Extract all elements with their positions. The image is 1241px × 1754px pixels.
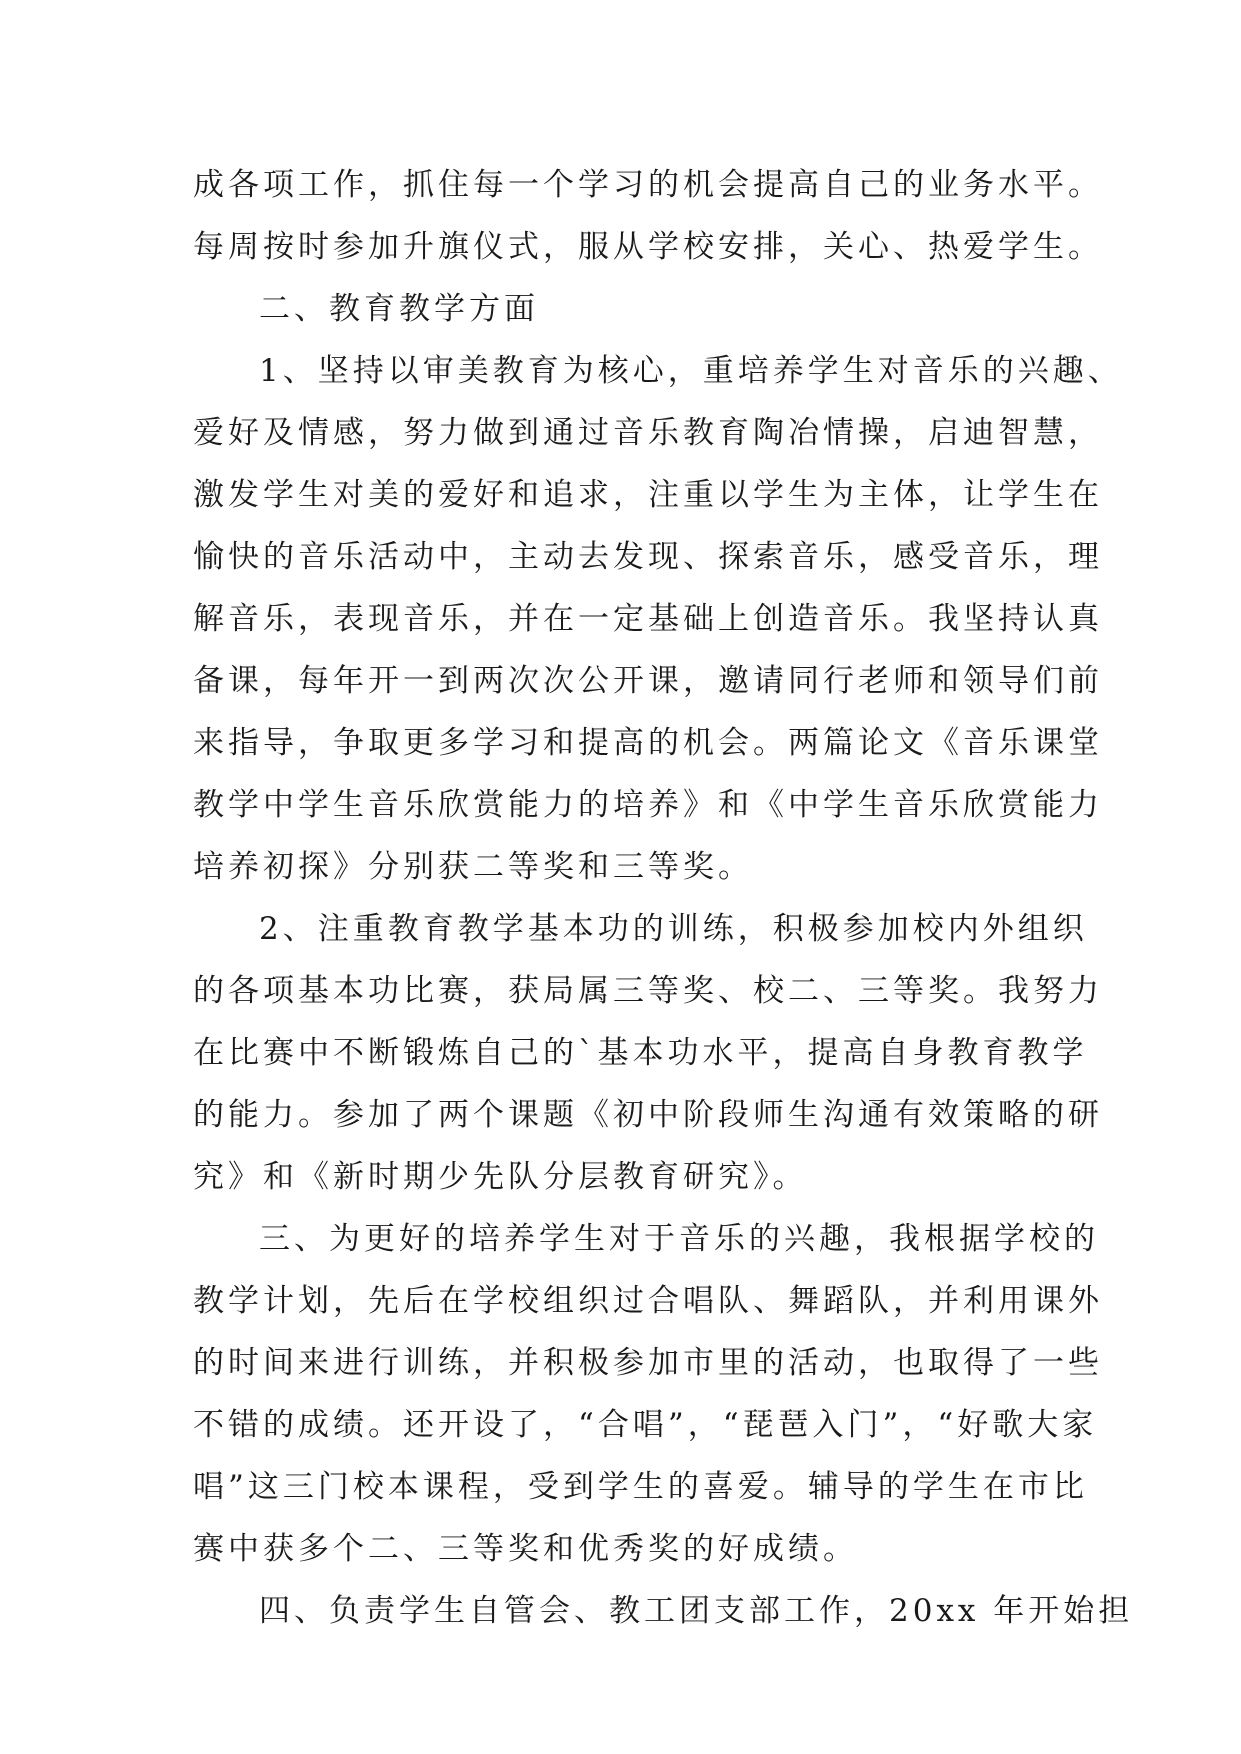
text-line: 三、为更好的培养学生对于音乐的兴趣，我根据学校的: [259, 1221, 1099, 1257]
text-line: 愉快的音乐活动中，主动去发现、探索音乐，感受音乐，理: [193, 539, 1103, 575]
text-line: 每周按时参加升旗仪式，服从学校安排，关心、热爱学生。: [193, 229, 1103, 265]
text-line: 究》和《新时期少先队分层教育研究》。: [193, 1159, 808, 1195]
body-text: [193, 154, 1134, 1642]
section-heading: 二、教育教学方面: [259, 291, 539, 327]
text-line: 备课，每年开一到两次次公开课，邀请同行老师和领导们前: [193, 663, 1103, 699]
text-line: 1、坚持以审美教育为核心，重培养学生对音乐的兴趣、: [259, 353, 1123, 389]
text-line: 爱好及情感，努力做到通过音乐教育陶冶情操，启迪智慧，: [193, 415, 1103, 451]
text-line: 不错的成绩。还开设了，“合唱”，“琵琶入门”，“好歌大家: [193, 1407, 1098, 1443]
text-line: 的能力。参加了两个课题《初中阶段师生沟通有效策略的研: [193, 1097, 1103, 1133]
text-line: 来指导，争取更多学习和提高的机会。两篇论文《音乐课堂: [193, 725, 1103, 761]
text-line: 培养初探》分别获二等奖和三等奖。: [193, 849, 753, 885]
text-line: 解音乐，表现音乐，并在一定基础上创造音乐。我坚持认真: [193, 601, 1103, 637]
text-line: 教学计划，先后在学校组织过合唱队、舞蹈队，并利用课外: [193, 1283, 1103, 1319]
text-line: 赛中获多个二、三等奖和优秀奖的好成绩。: [193, 1531, 858, 1567]
text-line: 成各项工作，抓住每一个学习的机会提高自己的业务水平。: [193, 167, 1103, 203]
text-line: 的时间来进行训练，并积极参加市里的活动，也取得了一些: [193, 1345, 1103, 1381]
text-line: 激发学生对美的爱好和追求，注重以学生为主体，让学生在: [193, 477, 1103, 513]
text-line: 在比赛中不断锻炼自己的`基本功水平，提高自身教育教学: [193, 1035, 1088, 1071]
text-line: 教学中学生音乐欣赏能力的培养》和《中学生音乐欣赏能力: [193, 787, 1103, 823]
text-line: 唱”这三门校本课程，受到学生的喜爱。辅导的学生在市比: [193, 1469, 1088, 1505]
text-line: 2、注重教育教学基本功的训练，积极参加校内外组织: [259, 911, 1088, 947]
text-line: 四、负责学生自管会、教工团支部工作，20xx 年开始担: [259, 1593, 1134, 1629]
text-line: 的各项基本功比赛，获局属三等奖、校二、三等奖。我努力: [193, 973, 1103, 1009]
